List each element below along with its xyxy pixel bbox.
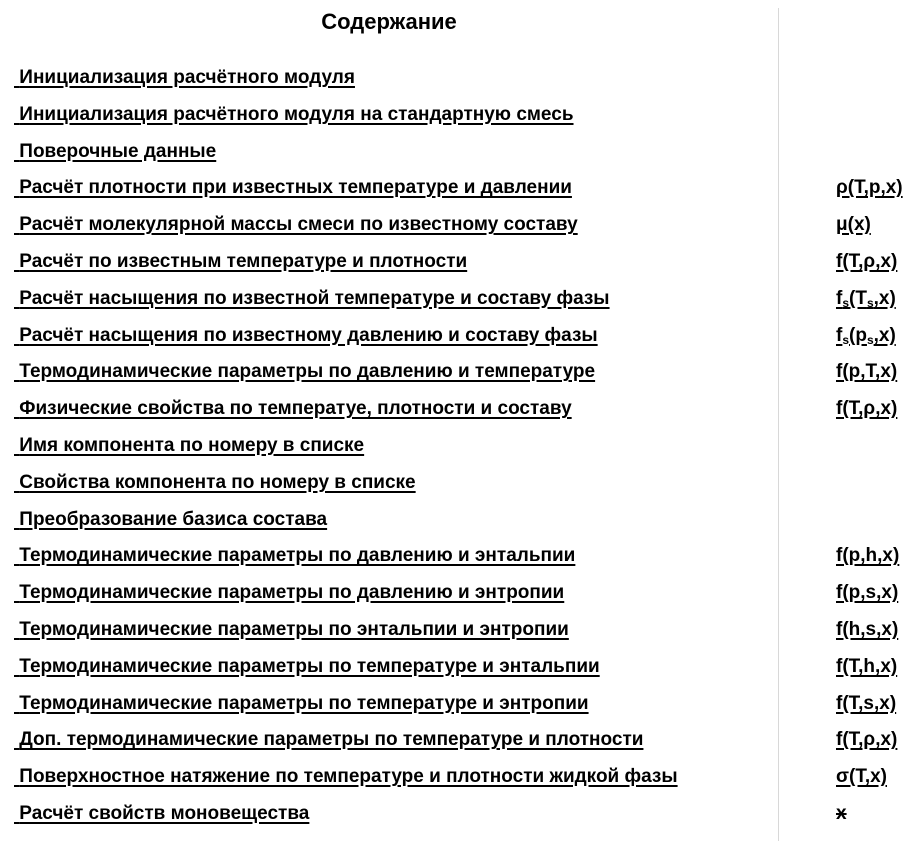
toc-link[interactable]: Термодинамические параметры по температуре и энтропии: [19, 692, 589, 714]
toc-row: [0, 761, 922, 798]
toc-row: [0, 577, 922, 614]
toc-link[interactable]: Термодинамические параметры по температуре и энтальпии: [19, 655, 600, 677]
toc-row: [0, 614, 922, 651]
toc-link[interactable]: Преобразование базиса состава: [19, 508, 328, 530]
toc-function-link[interactable]: f(p,T,x): [836, 361, 898, 383]
toc-function-link[interactable]: σ(T,x): [836, 766, 887, 788]
toc-function-link[interactable]: f(T,s,x): [836, 692, 897, 714]
toc-row: [0, 467, 922, 504]
toc-function-link[interactable]: [836, 324, 896, 348]
toc-link[interactable]: Термодинамические параметры по давлению и энтропии: [19, 582, 565, 604]
toc-link[interactable]: Поверочные данные: [19, 140, 217, 162]
toc-row: [0, 356, 922, 393]
fn-subscript: s: [866, 332, 874, 347]
toc-link[interactable]: Термодинамические параметры по энтальпии и энтропии: [19, 618, 569, 640]
toc-function-link[interactable]: f(h,s,x): [836, 618, 899, 640]
toc-row: [0, 99, 922, 136]
toc-link[interactable]: Расчёт по известным температуре и плотности: [19, 250, 468, 272]
toc-function-link[interactable]: f(p,s,x): [836, 582, 899, 604]
fn-subscript: s: [842, 295, 850, 310]
toc-row: [0, 62, 922, 99]
toc-row: [0, 136, 922, 173]
fn-part: (p: [849, 324, 867, 346]
toc-link[interactable]: Расчёт плотности при известных температуре и давлении: [19, 177, 572, 199]
toc-link[interactable]: Расчёт свойств моновещества: [19, 802, 310, 824]
fn-subscript: s: [842, 332, 850, 347]
toc-function-link[interactable]: x: [836, 802, 847, 824]
toc-row: [0, 246, 922, 283]
toc-function-link[interactable]: f(p,h,x): [836, 545, 900, 567]
toc-function-link[interactable]: f(T,ρ,x): [836, 398, 898, 420]
toc-link[interactable]: Инициализация расчётного модуля на стандартную смесь: [19, 103, 574, 125]
toc-row: [0, 688, 922, 725]
fn-subscript: s: [866, 295, 874, 310]
toc-row: [0, 724, 922, 761]
toc-function-link[interactable]: f(T,ρ,x): [836, 250, 898, 272]
toc-link[interactable]: Физические свойства по температуе, плотности и составу: [19, 398, 572, 420]
toc-row: [0, 209, 922, 246]
toc-row: [0, 430, 922, 467]
toc-row: [0, 651, 922, 688]
fn-part: f: [836, 324, 843, 346]
toc-function-link[interactable]: μ(x): [836, 214, 871, 236]
toc-function-link[interactable]: f(T,h,x): [836, 655, 898, 677]
page-title: Содержание: [321, 9, 457, 34]
toc-link[interactable]: Инициализация расчётного модуля: [19, 67, 355, 88]
toc-link[interactable]: Расчёт насыщения по известной температуре и составу фазы: [19, 287, 610, 309]
toc-link[interactable]: Термодинамические параметры по давлению и температуре: [19, 361, 596, 383]
toc-row: [0, 798, 922, 835]
toc-function-link[interactable]: f(T,ρ,x): [836, 729, 898, 751]
toc-row: [0, 504, 922, 541]
toc-row: [0, 540, 922, 577]
toc-link[interactable]: Имя компонента по номеру в списке: [19, 434, 365, 456]
fn-part: (T: [849, 287, 867, 309]
table-of-contents: [0, 62, 922, 835]
toc-row: [0, 393, 922, 430]
toc-link[interactable]: Доп. термодинамические параметры по температуре и плотности: [19, 729, 644, 751]
toc-link[interactable]: Свойства компонента по номеру в списке: [19, 471, 416, 493]
toc-function-link[interactable]: [836, 287, 896, 311]
toc-row: [0, 172, 922, 209]
toc-link[interactable]: Поверхностное натяжение по температуре и плотности жидкой фазы: [19, 766, 678, 788]
toc-link[interactable]: Расчёт молекулярной массы смеси по известному составу: [19, 214, 578, 236]
fn-part: ,x): [873, 324, 896, 346]
toc-row: [0, 283, 922, 320]
fn-part: f: [836, 287, 843, 309]
toc-link[interactable]: Расчёт насыщения по известному давлению и составу фазы: [19, 324, 598, 346]
toc-row: [0, 320, 922, 357]
fn-part: ,x): [873, 287, 896, 309]
toc-link[interactable]: Термодинамические параметры по давлению и энтальпии: [19, 545, 576, 567]
toc-function-link[interactable]: ρ(T,p,x): [836, 177, 903, 199]
